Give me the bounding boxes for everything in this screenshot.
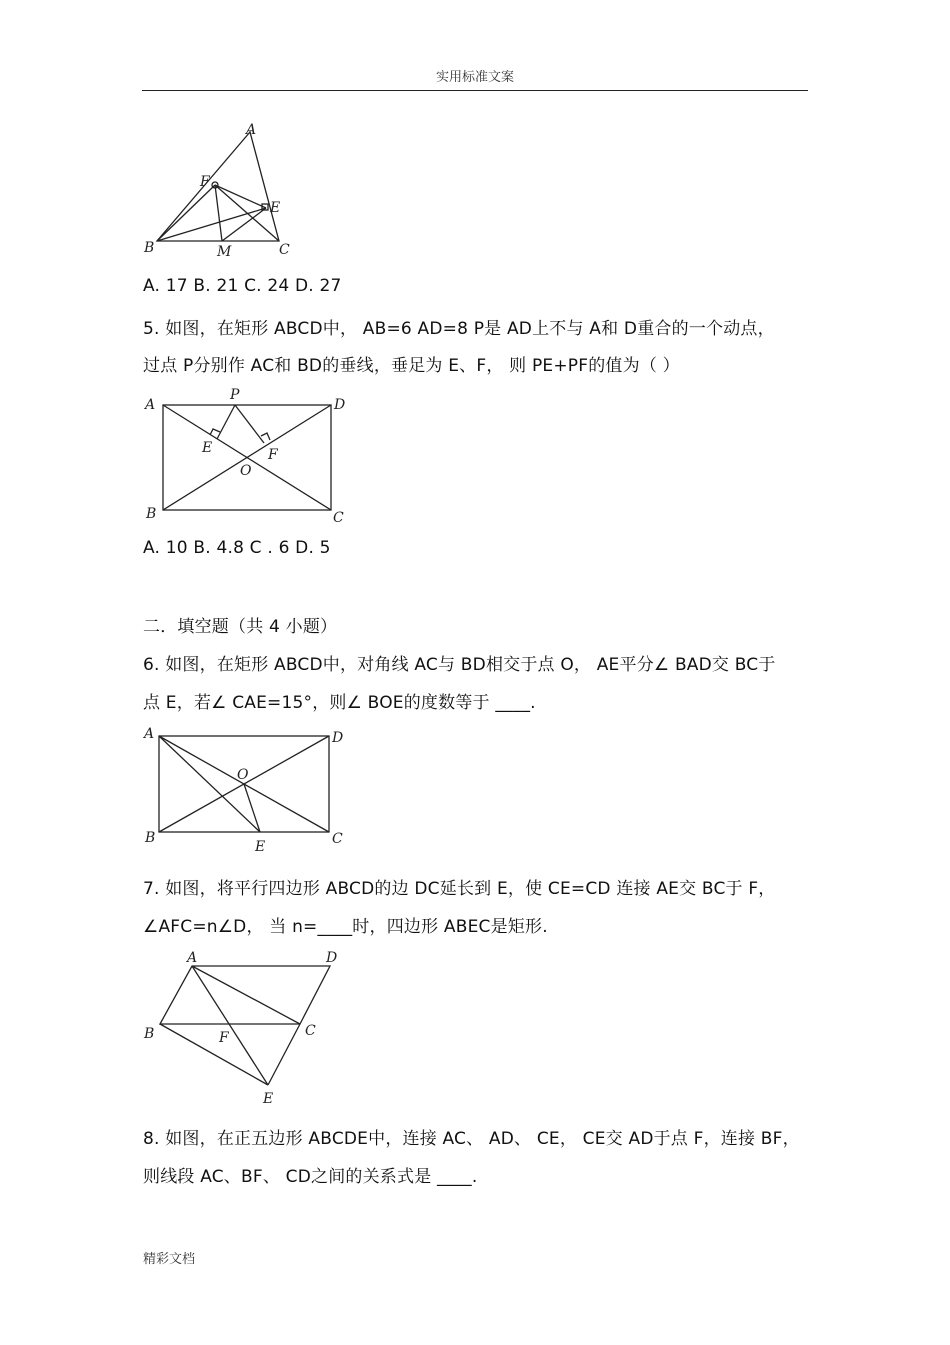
label-a: A [246,122,257,138]
label-o: O [240,463,252,479]
segment-pf [235,405,264,443]
figure-q4-triangle [140,120,320,260]
label-a: A [187,950,198,966]
label-d: D [334,397,346,413]
q7-text-line1: 7. 如图，将平行四边形 ABCD的边 DC延长到 E，使 CE=CD 连接 AE交 BC于 F， [143,879,776,899]
label-b: B [146,506,157,522]
q5-text-line2: 过点 P分别作 AC和 BD的垂线，垂足为 E、F， 则 PE+PF的值为（ ） [143,356,680,376]
label-b: B [144,1026,155,1042]
page-footer: 精彩文档 [143,1252,196,1267]
label-d: D [326,950,338,966]
segment-ac [192,966,300,1024]
label-f: F [200,174,210,190]
figure-q7-parallelogram [140,946,360,1106]
segment-ae [192,966,268,1085]
label-c: C [332,831,343,847]
label-c: C [279,242,290,258]
label-e: E [263,1091,274,1107]
segment-pe [217,405,235,439]
q6-text-line1: 6. 如图，在矩形 ABCD中，对角线 AC与 BD相交于点 O， AE平分∠ BAD交 BC于 [143,655,776,675]
label-c: C [305,1023,316,1039]
label-b: B [144,240,155,256]
figure-q6-rectangle [140,722,360,862]
label-m: M [217,244,232,260]
label-e: E [202,440,213,456]
q7-text-line2: ∠AFC=n∠D， 当 n=____时，四边形 ABEC是矩形. [143,917,548,937]
label-f: F [219,1030,229,1046]
header-divider [142,90,808,91]
q5-text-line1: 5. 如图，在矩形 ABCD中， AB=6 AD=8 P是 AD上不与 A和 D重合的一个动点， [143,319,775,339]
segment-be [160,1024,268,1085]
q5-options: A. 10 B. 4.8 C . 6 D. 5 [143,538,331,558]
label-e: E [255,839,266,855]
label-c: C [333,510,344,526]
label-a: A [144,726,155,742]
label-e: E [270,200,281,216]
page-header: 实用标准文案 [435,70,514,85]
q8-text-line1: 8. 如图，在正五边形 ABCDE中，连接 AC、 AD、 CE， CE交 AD于点 F，连接 BF， [143,1129,800,1149]
segment-fe [215,185,266,208]
label-f: F [268,447,278,463]
q6-text-line2: 点 E，若∠ CAE=15°，则∠ BOE的度数等于 ____. [143,693,536,713]
q8-text-line2: 则线段 AC、BF、 CD之间的关系式是 ____. [143,1167,478,1187]
label-o: O [237,767,249,783]
segment-fm [215,185,222,241]
label-d: D [332,730,344,746]
figure-q5-rectangle [140,385,360,525]
section-fill-in-title: 二．填空题（共 4 小题） [143,617,338,637]
label-a: A [145,397,156,413]
q4-options: A. 17 B. 21 C. 24 D. 27 [143,276,342,296]
right-angle-marker-e [210,429,220,435]
label-p: P [230,387,240,403]
segment-ce [268,1024,300,1085]
label-b: B [145,830,156,846]
right-angle-marker-f [261,433,270,440]
